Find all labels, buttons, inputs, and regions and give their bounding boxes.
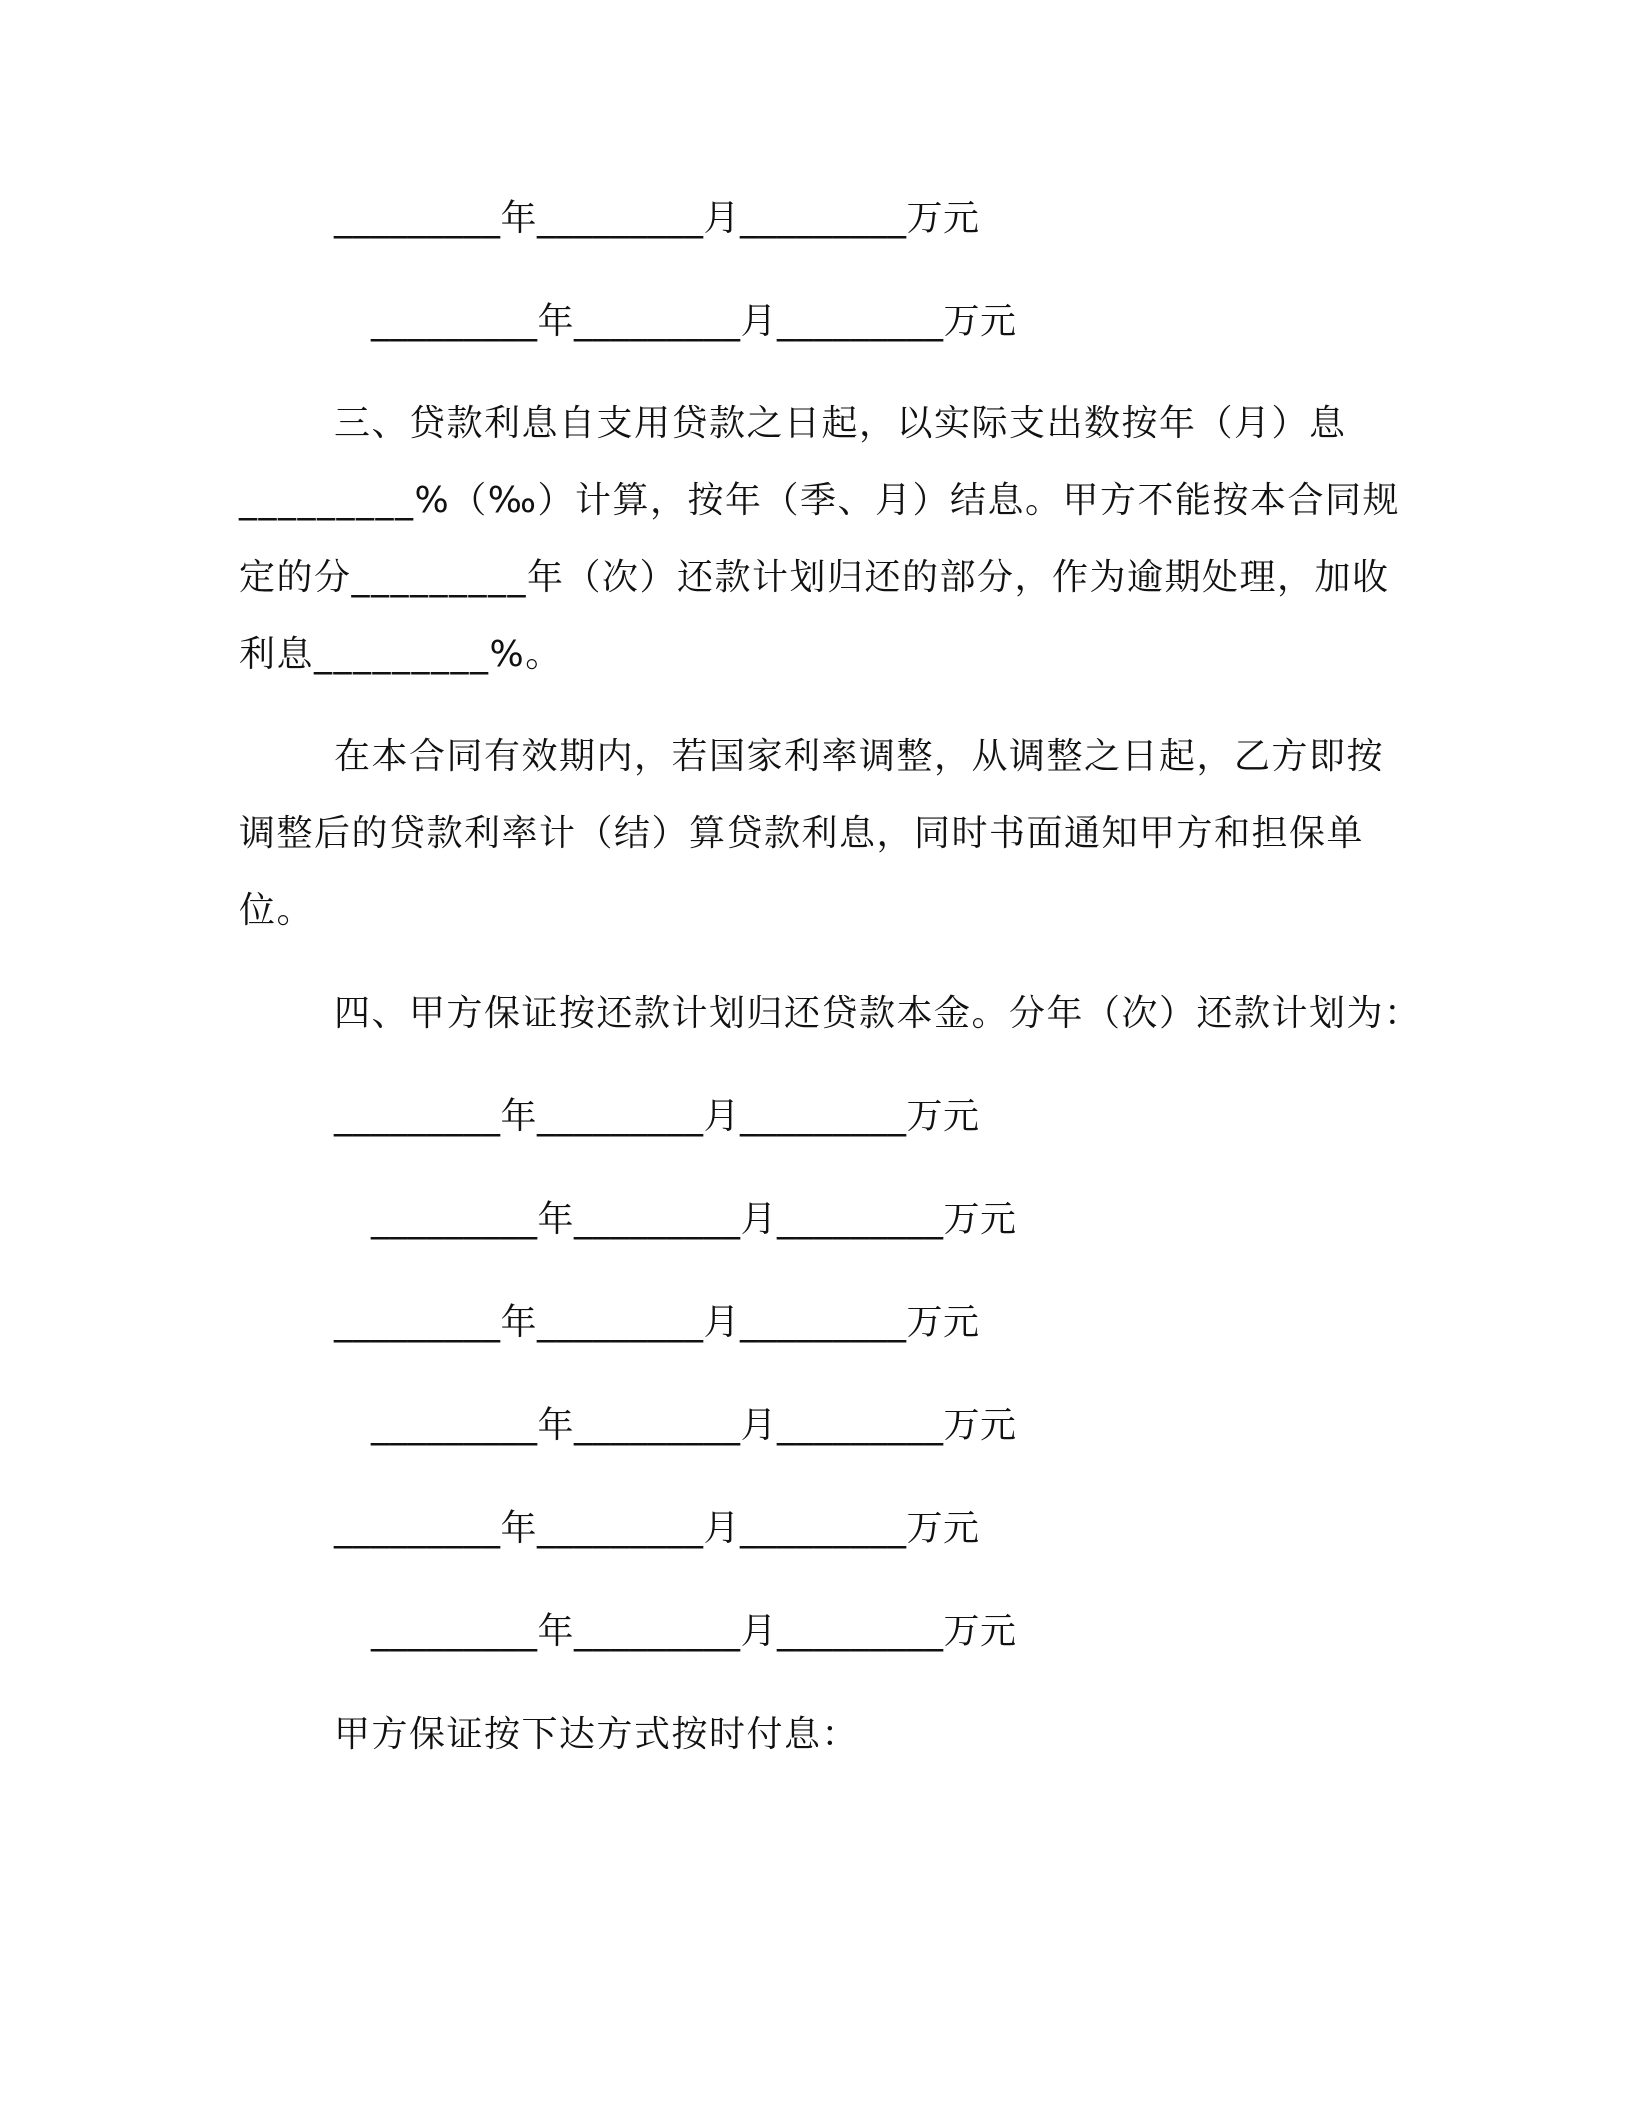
section-4-heading: 四、甲方保证按还款计划归还贷款本金。分年（次）还款计划为： bbox=[334, 993, 1422, 1034]
paragraph-line: 在本合同有效期内，若国家利率调整，从调整之日起，乙方即按 bbox=[334, 736, 1385, 777]
schedule-line: _________年_________月_________万元 bbox=[371, 1611, 1017, 1652]
paragraph-line: 调整后的贷款利率计（结）算贷款利息，同时书面通知甲方和担保单 bbox=[239, 813, 1365, 854]
schedule-line: _________年_________月_________万元 bbox=[371, 1405, 1017, 1446]
schedule-line: _________年_________月_________万元 bbox=[334, 1302, 980, 1343]
schedule-line: _________年_________月_________万元 bbox=[371, 301, 1017, 342]
paragraph-line: 利息_________%。 bbox=[239, 634, 563, 675]
schedule-line: _________年_________月_________万元 bbox=[334, 198, 980, 239]
schedule-line: _________年_________月_________万元 bbox=[334, 1096, 980, 1137]
paragraph-line: 三、贷款利息自支用贷款之日起，以实际支出数按年（月）息 bbox=[334, 403, 1347, 444]
schedule-line: _________年_________月_________万元 bbox=[334, 1508, 980, 1549]
paragraph-line: _________%（‰）计算，按年（季、月）结息。甲方不能按本合同规 bbox=[239, 480, 1401, 521]
paragraph-line: 位。 bbox=[239, 890, 315, 931]
interest-payment-line: 甲方保证按下达方式按时付息： bbox=[334, 1714, 860, 1755]
schedule-line: _________年_________月_________万元 bbox=[371, 1199, 1017, 1240]
paragraph-line: 定的分_________年（次）还款计划归还的部分，作为逾期处理，加收 bbox=[239, 557, 1390, 598]
